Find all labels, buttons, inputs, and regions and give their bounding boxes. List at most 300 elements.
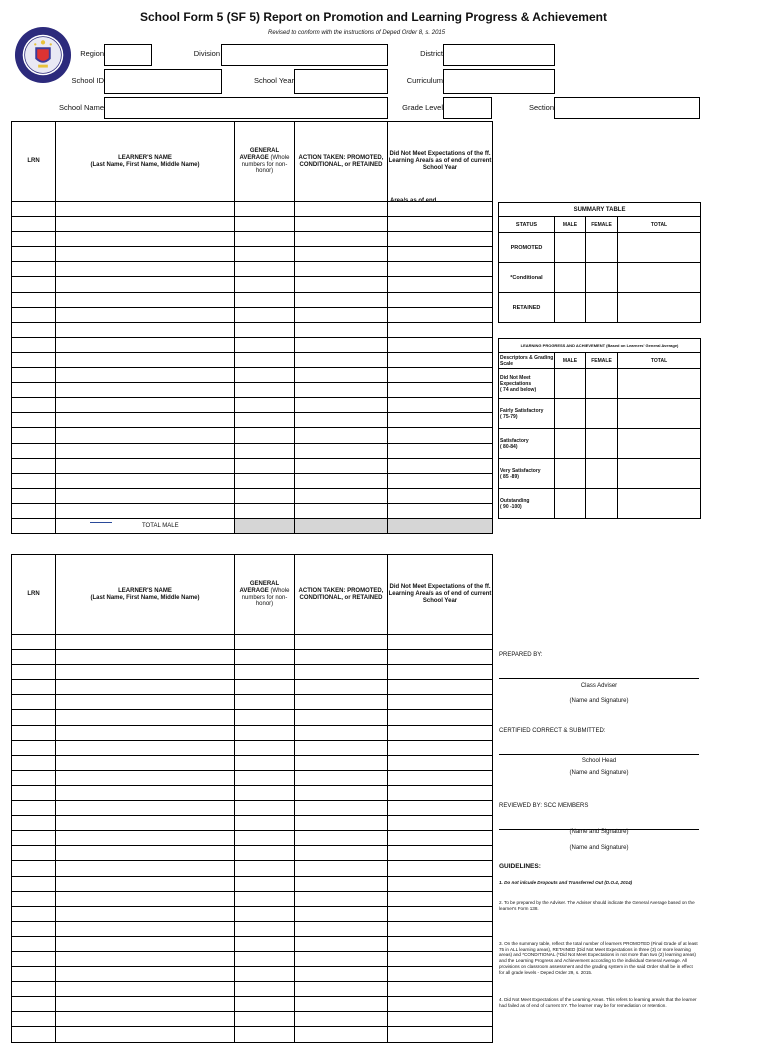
table-cell[interactable] bbox=[56, 936, 235, 951]
table-cell[interactable] bbox=[235, 785, 295, 800]
table-cell[interactable] bbox=[12, 413, 56, 428]
table-cell[interactable] bbox=[56, 202, 235, 217]
table-cell[interactable] bbox=[295, 831, 388, 846]
table-cell[interactable] bbox=[12, 202, 56, 217]
table-cell[interactable] bbox=[235, 428, 295, 443]
table-cell[interactable] bbox=[12, 473, 56, 488]
table-cell[interactable] bbox=[12, 650, 56, 665]
table-cell[interactable] bbox=[235, 247, 295, 262]
table-cell[interactable] bbox=[12, 710, 56, 725]
table-cell[interactable] bbox=[388, 262, 493, 277]
table-row[interactable] bbox=[12, 982, 493, 997]
table-cell[interactable] bbox=[12, 458, 56, 473]
table-cell[interactable] bbox=[295, 368, 388, 383]
table-cell[interactable] bbox=[235, 951, 295, 966]
table-cell[interactable] bbox=[56, 831, 235, 846]
table-row[interactable] bbox=[12, 488, 493, 503]
table-cell[interactable] bbox=[12, 725, 56, 740]
table-cell[interactable] bbox=[56, 997, 235, 1012]
table-cell[interactable] bbox=[235, 368, 295, 383]
table-cell[interactable] bbox=[295, 458, 388, 473]
table-cell[interactable] bbox=[235, 262, 295, 277]
table-cell[interactable] bbox=[235, 665, 295, 680]
table-cell[interactable] bbox=[235, 816, 295, 831]
table-cell[interactable] bbox=[388, 292, 493, 307]
table-cell[interactable] bbox=[235, 861, 295, 876]
table-row[interactable] bbox=[12, 906, 493, 921]
table-cell[interactable] bbox=[388, 770, 493, 785]
table-cell[interactable] bbox=[12, 383, 56, 398]
table-cell[interactable] bbox=[295, 635, 388, 650]
table-cell[interactable] bbox=[56, 967, 235, 982]
table-cell[interactable] bbox=[235, 232, 295, 247]
table-cell[interactable] bbox=[235, 337, 295, 352]
table-cell[interactable] bbox=[56, 982, 235, 997]
table-cell[interactable] bbox=[295, 680, 388, 695]
table-cell[interactable] bbox=[388, 368, 493, 383]
table-cell[interactable] bbox=[12, 217, 56, 232]
table-cell[interactable] bbox=[12, 262, 56, 277]
table-cell[interactable] bbox=[388, 740, 493, 755]
table-cell[interactable] bbox=[295, 982, 388, 997]
table-cell[interactable] bbox=[295, 801, 388, 816]
table-cell[interactable] bbox=[12, 997, 56, 1012]
table-cell[interactable] bbox=[12, 488, 56, 503]
table-cell[interactable] bbox=[56, 488, 235, 503]
table-row[interactable] bbox=[12, 967, 493, 982]
table-row[interactable] bbox=[12, 635, 493, 650]
table-row[interactable] bbox=[12, 891, 493, 906]
table-cell[interactable] bbox=[388, 217, 493, 232]
table-row[interactable] bbox=[12, 921, 493, 936]
table-row[interactable] bbox=[12, 936, 493, 951]
table-cell[interactable] bbox=[235, 755, 295, 770]
table-cell[interactable] bbox=[235, 891, 295, 906]
table-cell[interactable] bbox=[56, 770, 235, 785]
table-cell[interactable] bbox=[12, 680, 56, 695]
table-cell[interactable] bbox=[12, 307, 56, 322]
table-cell[interactable] bbox=[388, 831, 493, 846]
scc-name-sig-1: (Name and Signature) bbox=[569, 829, 629, 835]
table-cell[interactable] bbox=[295, 740, 388, 755]
table-cell[interactable] bbox=[295, 936, 388, 951]
table-cell[interactable] bbox=[56, 368, 235, 383]
table-cell[interactable] bbox=[12, 801, 56, 816]
table-cell[interactable] bbox=[56, 383, 235, 398]
table-cell[interactable] bbox=[12, 292, 56, 307]
table-cell[interactable] bbox=[295, 398, 388, 413]
table-cell[interactable] bbox=[388, 680, 493, 695]
table-cell[interactable] bbox=[388, 650, 493, 665]
table-cell[interactable] bbox=[235, 650, 295, 665]
table-cell[interactable] bbox=[295, 277, 388, 292]
table-cell[interactable] bbox=[388, 383, 493, 398]
table-cell[interactable] bbox=[56, 277, 235, 292]
table-cell[interactable] bbox=[235, 725, 295, 740]
table-cell[interactable] bbox=[388, 247, 493, 262]
table-cell[interactable] bbox=[235, 876, 295, 891]
table-cell[interactable] bbox=[388, 458, 493, 473]
table-row[interactable] bbox=[12, 725, 493, 740]
table-cell[interactable] bbox=[388, 816, 493, 831]
table-cell[interactable] bbox=[56, 262, 235, 277]
table-cell[interactable] bbox=[56, 725, 235, 740]
table-cell[interactable] bbox=[388, 906, 493, 921]
table-cell[interactable] bbox=[235, 921, 295, 936]
table-cell[interactable] bbox=[295, 413, 388, 428]
table-cell[interactable] bbox=[56, 398, 235, 413]
table-cell[interactable] bbox=[235, 936, 295, 951]
table-cell[interactable] bbox=[295, 695, 388, 710]
prepared-by-label: PREPARED BY: bbox=[499, 652, 543, 658]
table-cell[interactable] bbox=[235, 322, 295, 337]
table-cell[interactable] bbox=[56, 458, 235, 473]
table-cell[interactable] bbox=[235, 202, 295, 217]
table-cell[interactable] bbox=[56, 307, 235, 322]
table-cell[interactable] bbox=[295, 262, 388, 277]
school-name-field[interactable] bbox=[104, 97, 388, 119]
table-cell[interactable] bbox=[235, 458, 295, 473]
table-row[interactable] bbox=[12, 770, 493, 785]
table-row[interactable] bbox=[12, 443, 493, 458]
table-cell[interactable] bbox=[295, 997, 388, 1012]
table-cell[interactable] bbox=[12, 232, 56, 247]
table-cell[interactable] bbox=[12, 831, 56, 846]
table-cell[interactable] bbox=[388, 635, 493, 650]
table-cell[interactable] bbox=[295, 202, 388, 217]
table-cell[interactable] bbox=[235, 473, 295, 488]
table-row[interactable] bbox=[12, 816, 493, 831]
table-cell[interactable] bbox=[295, 428, 388, 443]
table-cell[interactable] bbox=[295, 785, 388, 800]
table-cell[interactable] bbox=[295, 322, 388, 337]
table-cell[interactable] bbox=[295, 650, 388, 665]
summary-male-header: MALE bbox=[555, 217, 586, 233]
col-average-header: GENERAL AVERAGE (Whole numbers for non-honor) bbox=[235, 555, 295, 635]
table-cell[interactable] bbox=[56, 951, 235, 966]
table-cell[interactable] bbox=[295, 217, 388, 232]
table-row[interactable] bbox=[12, 997, 493, 1012]
table-cell[interactable] bbox=[295, 247, 388, 262]
table-cell[interactable] bbox=[12, 665, 56, 680]
table-cell[interactable] bbox=[12, 967, 56, 982]
table-cell[interactable] bbox=[235, 217, 295, 232]
table-cell[interactable] bbox=[295, 710, 388, 725]
table-cell[interactable] bbox=[295, 1027, 388, 1042]
table-cell[interactable] bbox=[12, 770, 56, 785]
table-cell[interactable] bbox=[388, 277, 493, 292]
table-cell[interactable] bbox=[235, 383, 295, 398]
table-cell[interactable] bbox=[388, 443, 493, 458]
table-cell[interactable] bbox=[56, 861, 235, 876]
table-row[interactable] bbox=[12, 801, 493, 816]
table-cell[interactable] bbox=[295, 967, 388, 982]
table-row[interactable] bbox=[12, 232, 493, 247]
table-cell[interactable] bbox=[12, 982, 56, 997]
table-cell[interactable] bbox=[56, 891, 235, 906]
table-cell[interactable] bbox=[295, 383, 388, 398]
table-cell[interactable] bbox=[388, 876, 493, 891]
table-row[interactable] bbox=[12, 951, 493, 966]
table-row[interactable] bbox=[12, 247, 493, 262]
table-cell[interactable] bbox=[388, 503, 493, 518]
table-row[interactable] bbox=[12, 861, 493, 876]
table-cell[interactable] bbox=[235, 906, 295, 921]
table-cell[interactable] bbox=[295, 488, 388, 503]
table-cell[interactable] bbox=[388, 997, 493, 1012]
table-row[interactable] bbox=[12, 458, 493, 473]
table-cell[interactable] bbox=[388, 1012, 493, 1027]
table-cell[interactable] bbox=[56, 292, 235, 307]
table-cell[interactable] bbox=[295, 876, 388, 891]
table-cell[interactable] bbox=[388, 921, 493, 936]
table-row[interactable] bbox=[12, 217, 493, 232]
table-cell[interactable] bbox=[12, 337, 56, 352]
table-cell[interactable] bbox=[295, 337, 388, 352]
table-cell[interactable] bbox=[388, 473, 493, 488]
table-cell[interactable] bbox=[388, 801, 493, 816]
table-cell[interactable] bbox=[235, 307, 295, 322]
table-row[interactable] bbox=[12, 1012, 493, 1027]
table-cell[interactable] bbox=[295, 307, 388, 322]
district-field[interactable] bbox=[443, 44, 555, 66]
table-cell[interactable] bbox=[388, 861, 493, 876]
table-cell[interactable] bbox=[295, 292, 388, 307]
table-cell[interactable] bbox=[295, 503, 388, 518]
table-cell[interactable] bbox=[56, 413, 235, 428]
grade-level-field[interactable] bbox=[443, 97, 492, 119]
table-row[interactable] bbox=[12, 307, 493, 322]
table-cell[interactable] bbox=[12, 785, 56, 800]
table-cell[interactable] bbox=[235, 740, 295, 755]
table-cell[interactable] bbox=[388, 337, 493, 352]
table-cell[interactable] bbox=[12, 1012, 56, 1027]
table-cell[interactable] bbox=[388, 232, 493, 247]
table-cell[interactable] bbox=[56, 503, 235, 518]
table-cell[interactable] bbox=[235, 352, 295, 367]
table-cell[interactable] bbox=[388, 1027, 493, 1042]
table-cell[interactable] bbox=[235, 292, 295, 307]
table-cell[interactable] bbox=[388, 428, 493, 443]
table-cell[interactable] bbox=[56, 740, 235, 755]
table-cell[interactable] bbox=[56, 785, 235, 800]
table-cell[interactable] bbox=[295, 232, 388, 247]
table-cell[interactable] bbox=[388, 951, 493, 966]
table-cell[interactable] bbox=[295, 891, 388, 906]
table-row[interactable] bbox=[12, 665, 493, 680]
table-cell[interactable] bbox=[388, 398, 493, 413]
table-cell[interactable] bbox=[56, 635, 235, 650]
table-row[interactable] bbox=[12, 680, 493, 695]
table-cell[interactable] bbox=[295, 352, 388, 367]
table-cell[interactable] bbox=[56, 443, 235, 458]
table-cell[interactable] bbox=[12, 921, 56, 936]
table-cell[interactable] bbox=[12, 740, 56, 755]
table-row[interactable] bbox=[12, 262, 493, 277]
region-field[interactable] bbox=[104, 44, 152, 66]
table-row[interactable] bbox=[12, 695, 493, 710]
school-id-field[interactable] bbox=[104, 69, 222, 94]
table-cell[interactable] bbox=[56, 665, 235, 680]
table-row[interactable] bbox=[12, 755, 493, 770]
table-cell[interactable] bbox=[235, 801, 295, 816]
table-cell[interactable] bbox=[56, 801, 235, 816]
table-cell[interactable] bbox=[12, 906, 56, 921]
table-row[interactable] bbox=[12, 337, 493, 352]
table-cell[interactable] bbox=[56, 921, 235, 936]
table-cell[interactable] bbox=[295, 665, 388, 680]
table-cell[interactable] bbox=[12, 277, 56, 292]
col-expectation-header: Did Not Meet Expectations of the ff. Learning Area/s as of end of current School Year bbox=[388, 122, 493, 202]
table-row[interactable] bbox=[12, 740, 493, 755]
table-cell[interactable] bbox=[388, 755, 493, 770]
table-cell[interactable] bbox=[235, 443, 295, 458]
table-cell[interactable] bbox=[388, 665, 493, 680]
table-cell[interactable] bbox=[56, 680, 235, 695]
table-cell[interactable] bbox=[12, 428, 56, 443]
table-cell[interactable] bbox=[388, 352, 493, 367]
table-cell[interactable] bbox=[388, 982, 493, 997]
table-cell[interactable] bbox=[295, 846, 388, 861]
table-cell[interactable] bbox=[235, 488, 295, 503]
curriculum-field[interactable] bbox=[443, 69, 555, 94]
table-cell[interactable] bbox=[56, 428, 235, 443]
table-cell[interactable] bbox=[295, 755, 388, 770]
table-cell[interactable] bbox=[12, 695, 56, 710]
table-cell[interactable] bbox=[388, 891, 493, 906]
table-cell[interactable] bbox=[295, 1012, 388, 1027]
table-cell[interactable] bbox=[12, 443, 56, 458]
table-cell[interactable] bbox=[56, 846, 235, 861]
table-row[interactable] bbox=[12, 876, 493, 891]
table-cell[interactable] bbox=[12, 816, 56, 831]
table-row[interactable] bbox=[12, 710, 493, 725]
table-cell[interactable] bbox=[56, 876, 235, 891]
table-cell[interactable] bbox=[295, 906, 388, 921]
table-cell[interactable] bbox=[235, 635, 295, 650]
table-row[interactable] bbox=[12, 398, 493, 413]
section-field[interactable] bbox=[554, 97, 700, 119]
table-cell[interactable] bbox=[388, 307, 493, 322]
table-cell[interactable] bbox=[56, 816, 235, 831]
table-row[interactable] bbox=[12, 352, 493, 367]
table-row[interactable] bbox=[12, 1027, 493, 1042]
table-cell[interactable] bbox=[388, 322, 493, 337]
table-cell[interactable] bbox=[235, 770, 295, 785]
table-row[interactable] bbox=[12, 785, 493, 800]
table-row[interactable] bbox=[12, 473, 493, 488]
table-cell[interactable] bbox=[12, 891, 56, 906]
table-cell[interactable] bbox=[235, 997, 295, 1012]
table-cell[interactable] bbox=[56, 352, 235, 367]
table-cell[interactable] bbox=[235, 413, 295, 428]
table-cell[interactable] bbox=[388, 710, 493, 725]
table-cell[interactable] bbox=[295, 473, 388, 488]
table-cell[interactable] bbox=[12, 861, 56, 876]
table-cell[interactable] bbox=[235, 1027, 295, 1042]
table-cell[interactable] bbox=[12, 322, 56, 337]
table-cell[interactable] bbox=[295, 921, 388, 936]
school-year-field[interactable] bbox=[294, 69, 388, 94]
table-cell[interactable] bbox=[388, 488, 493, 503]
table-cell[interactable] bbox=[56, 650, 235, 665]
table-cell[interactable] bbox=[12, 247, 56, 262]
table-row[interactable] bbox=[12, 277, 493, 292]
table-cell[interactable] bbox=[235, 846, 295, 861]
table-row[interactable] bbox=[12, 413, 493, 428]
table-cell[interactable] bbox=[388, 785, 493, 800]
table-cell[interactable] bbox=[12, 951, 56, 966]
table-row[interactable] bbox=[12, 846, 493, 861]
table-cell[interactable] bbox=[235, 967, 295, 982]
table-cell[interactable] bbox=[12, 936, 56, 951]
table-cell[interactable] bbox=[388, 413, 493, 428]
table-row[interactable] bbox=[12, 503, 493, 518]
table-cell[interactable] bbox=[295, 951, 388, 966]
table-cell[interactable] bbox=[12, 368, 56, 383]
table-cell[interactable] bbox=[12, 635, 56, 650]
table-cell[interactable] bbox=[235, 277, 295, 292]
table-cell[interactable] bbox=[235, 710, 295, 725]
table-cell[interactable] bbox=[12, 876, 56, 891]
table-row[interactable] bbox=[12, 650, 493, 665]
table-row[interactable] bbox=[12, 292, 493, 307]
table-cell[interactable] bbox=[388, 725, 493, 740]
table-row[interactable] bbox=[12, 322, 493, 337]
table-row[interactable] bbox=[12, 428, 493, 443]
table-cell[interactable] bbox=[295, 770, 388, 785]
table-cell[interactable] bbox=[12, 755, 56, 770]
table-cell[interactable] bbox=[235, 398, 295, 413]
table-cell[interactable] bbox=[56, 755, 235, 770]
table-cell[interactable] bbox=[56, 337, 235, 352]
table-cell[interactable] bbox=[295, 816, 388, 831]
table-cell[interactable] bbox=[235, 1012, 295, 1027]
table-cell[interactable] bbox=[295, 443, 388, 458]
table-cell[interactable] bbox=[235, 982, 295, 997]
table-cell[interactable] bbox=[12, 1027, 56, 1042]
table-cell[interactable] bbox=[235, 831, 295, 846]
table-cell[interactable] bbox=[56, 710, 235, 725]
table-cell[interactable] bbox=[235, 503, 295, 518]
table-cell[interactable] bbox=[235, 680, 295, 695]
table-cell[interactable] bbox=[12, 352, 56, 367]
table-cell[interactable] bbox=[56, 232, 235, 247]
table-cell[interactable] bbox=[56, 322, 235, 337]
table-cell[interactable] bbox=[12, 398, 56, 413]
table-cell[interactable] bbox=[235, 695, 295, 710]
table-row[interactable] bbox=[12, 831, 493, 846]
table-cell[interactable] bbox=[56, 217, 235, 232]
table-cell[interactable] bbox=[56, 473, 235, 488]
table-cell[interactable] bbox=[295, 861, 388, 876]
table-cell[interactable] bbox=[295, 725, 388, 740]
table-cell[interactable] bbox=[56, 247, 235, 262]
table-cell[interactable] bbox=[388, 967, 493, 982]
table-row[interactable] bbox=[12, 383, 493, 398]
division-field[interactable] bbox=[221, 44, 388, 66]
table-cell[interactable] bbox=[56, 1012, 235, 1027]
table-row[interactable] bbox=[12, 368, 493, 383]
table-cell[interactable] bbox=[388, 936, 493, 951]
table-cell[interactable] bbox=[12, 846, 56, 861]
table-cell[interactable] bbox=[12, 503, 56, 518]
table-cell[interactable] bbox=[56, 695, 235, 710]
table-cell[interactable] bbox=[388, 846, 493, 861]
table-cell[interactable] bbox=[56, 1027, 235, 1042]
table-cell[interactable] bbox=[388, 695, 493, 710]
table-cell[interactable] bbox=[56, 906, 235, 921]
